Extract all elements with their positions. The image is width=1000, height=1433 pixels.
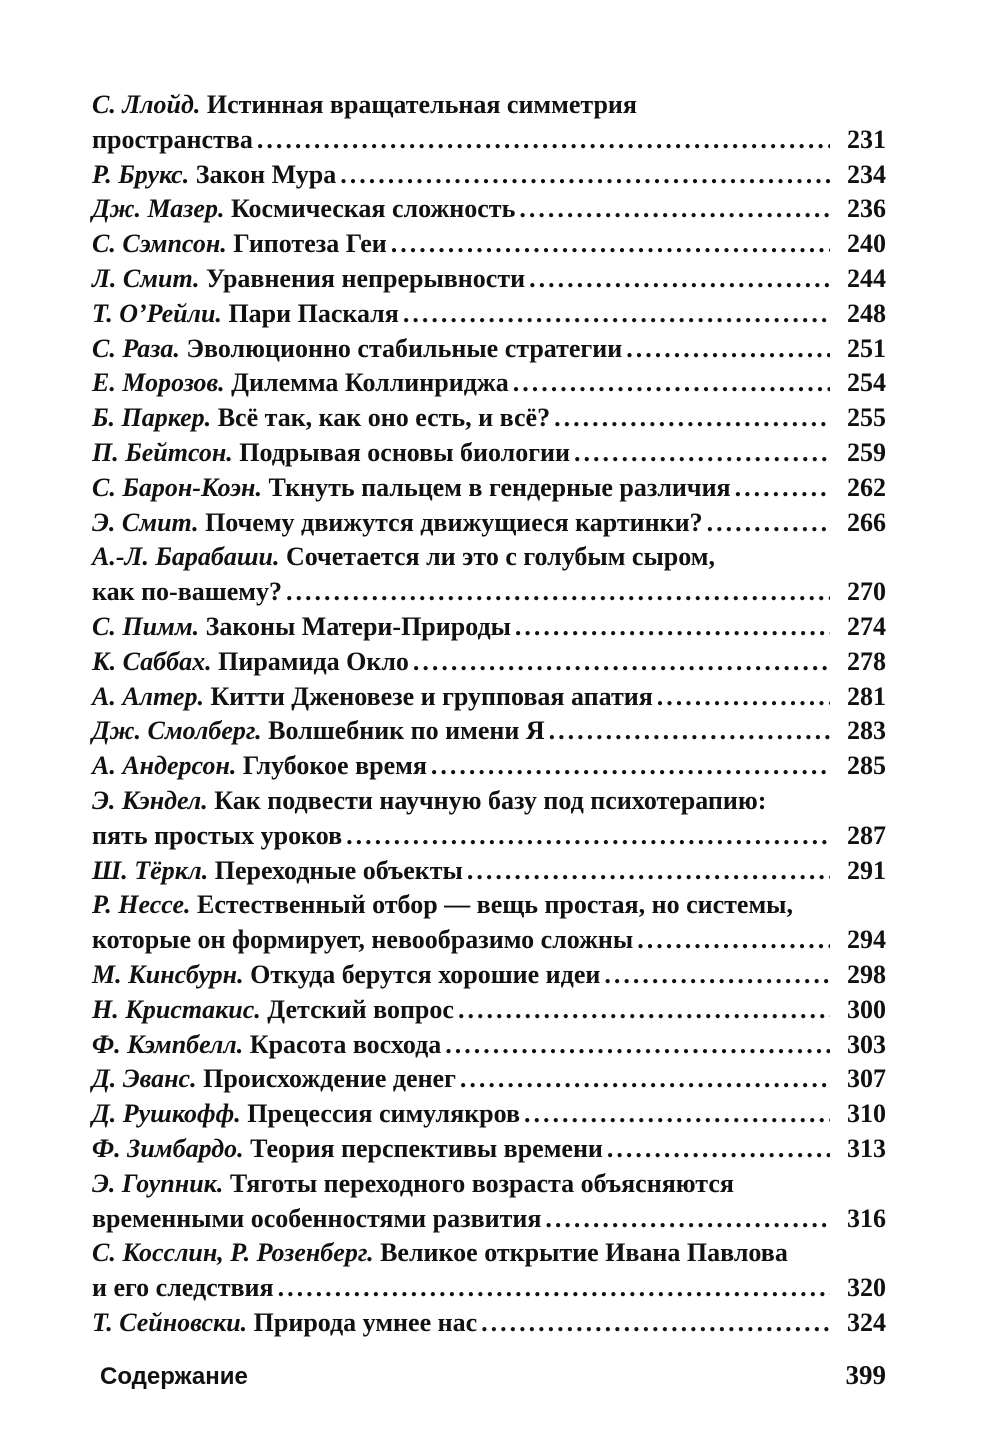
toc-title: Естественный отбор — вещь простая, но системы, — [196, 890, 793, 920]
toc-page-number: 240 — [847, 229, 886, 259]
toc-entry — [92, 540, 886, 610]
dot-leader — [549, 714, 830, 749]
toc-entry — [92, 888, 886, 958]
dot-leader — [529, 262, 830, 297]
dot-leader — [467, 854, 830, 889]
toc-entry — [92, 854, 886, 889]
dot-leader — [346, 819, 830, 854]
toc-title: Происхождение денег — [203, 1064, 456, 1094]
toc-page-number: 310 — [847, 1099, 886, 1129]
toc-title: Китти Дженовезе и групповая апатия — [210, 681, 653, 711]
toc-author: Р. Брукс. — [92, 159, 190, 189]
dot-leader — [391, 227, 830, 262]
toc-title-continued: которые он формирует, невообразимо сложны — [92, 925, 634, 955]
toc-title: Гипотеза Геи — [233, 229, 387, 259]
toc-title: Космическая сложность — [230, 194, 516, 224]
toc-author: Н. Кристакис. — [92, 994, 261, 1024]
toc-entry — [92, 1062, 886, 1097]
toc-title-continued: временными особенностями развития — [92, 1203, 542, 1233]
toc-entry — [92, 958, 886, 993]
toc-title: Глубокое время — [242, 751, 427, 781]
toc-entry — [92, 436, 886, 471]
toc-page-number: 278 — [847, 646, 886, 676]
toc-entry — [92, 1306, 886, 1341]
toc-entry — [92, 297, 886, 332]
toc-author: Э. Кэндел. — [92, 785, 208, 815]
toc-entry — [92, 993, 886, 1028]
dot-leader — [403, 297, 830, 332]
toc-title-continued: пять простых уроков — [92, 820, 343, 850]
dot-leader — [574, 436, 830, 471]
toc-page-number: 287 — [847, 820, 886, 850]
toc-page-number: 270 — [847, 577, 886, 607]
toc-title-continued: и его следствия — [92, 1273, 274, 1303]
toc-entry — [92, 645, 886, 680]
toc-entry — [92, 1236, 886, 1306]
toc-author: С. Барон-Коэн. — [92, 472, 262, 502]
toc-page-number: 307 — [847, 1064, 886, 1094]
toc-page-number: 254 — [847, 368, 886, 398]
dot-leader — [257, 123, 830, 158]
toc-author: Т. Сейновски. — [92, 1307, 248, 1337]
toc-title: Откуда берутся хорошие идеи — [250, 959, 601, 989]
dot-leader — [707, 506, 830, 541]
toc-page-number: 262 — [847, 472, 886, 502]
toc-title: Великое открытие Ивана Павлова — [380, 1238, 788, 1268]
toc-title: Тяготы переходного возраста объясняются — [229, 1168, 734, 1198]
dot-leader — [460, 1062, 830, 1097]
toc-author: Ф. Кэмпбелл. — [92, 1029, 244, 1059]
toc-entry — [92, 1028, 886, 1063]
toc-title: Детский вопрос — [267, 994, 454, 1024]
toc-title: Переходные объекты — [214, 855, 463, 885]
toc-title: Теория перспективы времени — [250, 1133, 603, 1163]
dot-leader — [519, 192, 830, 227]
toc-entry — [92, 610, 886, 645]
toc-page-number: 283 — [847, 716, 886, 746]
toc-author: Д. Рушкофф. — [92, 1099, 241, 1129]
toc-author: Ш. Тёркл. — [92, 855, 209, 885]
toc-title: Пари Паскаля — [228, 298, 399, 328]
toc-author: С. Ллойд. — [92, 90, 201, 119]
toc-entry — [92, 749, 886, 784]
toc-page-number: 255 — [847, 403, 886, 433]
toc-page-number: 313 — [847, 1133, 886, 1163]
toc-author: К. Саббах. — [92, 646, 212, 676]
toc-author: Т. О’Рейли. — [92, 298, 222, 328]
running-footer-label: Содержание — [100, 1363, 248, 1390]
toc-page-number: 285 — [847, 751, 886, 781]
toc-entry — [92, 158, 886, 193]
toc-title: Истинная вращательная симметрия — [206, 90, 637, 119]
dot-leader — [554, 401, 830, 436]
toc-author: Э. Смит. — [92, 507, 199, 537]
toc-author: С. Косслин, Р. Розенберг. — [92, 1238, 374, 1268]
toc-title: Волшебник по имени Я — [268, 716, 545, 746]
toc-title: Как подвести научную базу под психотерапию: — [214, 785, 767, 815]
toc-title: Закон Мура — [195, 159, 337, 189]
dot-leader — [637, 923, 830, 958]
page-footer — [100, 1360, 886, 1391]
toc-page-number: 291 — [847, 855, 886, 885]
toc-page-number: 300 — [847, 994, 886, 1024]
toc-author: Дж. Мазер. — [92, 194, 225, 224]
toc-author: Э. Гоупник. — [92, 1168, 224, 1198]
toc-page-number: 251 — [847, 333, 886, 363]
toc-title: Законы Матери-Природы — [205, 611, 511, 641]
toc-author: А. Алтер. — [92, 681, 204, 711]
toc-page-number: 266 — [847, 507, 886, 537]
toc-title: Прецессия симулякров — [247, 1099, 521, 1129]
dot-leader — [513, 366, 830, 401]
toc-title: Почему движутся движущиеся картинки? — [205, 507, 703, 537]
toc-entry — [92, 1167, 886, 1237]
toc-author: Л. Смит. — [92, 263, 200, 293]
toc-page-number: 316 — [847, 1203, 886, 1233]
toc-author: С. Пимм. — [92, 611, 200, 641]
dot-leader — [515, 610, 830, 645]
toc-entry — [92, 192, 886, 227]
toc-author: Б. Паркер. — [92, 403, 212, 433]
toc-title: Дилемма Коллинриджа — [231, 368, 509, 398]
toc-page-number: 324 — [847, 1307, 886, 1337]
dot-leader — [524, 1097, 830, 1132]
toc-page-number: 320 — [847, 1273, 886, 1303]
toc-entry — [92, 332, 886, 367]
toc-title: Природа умнее нас — [253, 1307, 478, 1337]
toc-page-number: 234 — [847, 159, 886, 189]
toc-page-number: 259 — [847, 437, 886, 467]
toc-entry — [92, 88, 886, 158]
dot-leader — [278, 1271, 830, 1306]
dot-leader — [458, 993, 830, 1028]
toc-entry — [92, 366, 886, 401]
dot-leader — [413, 645, 830, 680]
toc-entry — [92, 714, 886, 749]
toc-author: Д. Эванс. — [92, 1064, 197, 1094]
toc-entry — [92, 680, 886, 715]
toc-page-number: 294 — [847, 925, 886, 955]
toc-page-number: 274 — [847, 611, 886, 641]
toc-title: Уравнения непрерывности — [206, 263, 526, 293]
dot-leader — [735, 471, 830, 506]
dot-leader — [481, 1306, 830, 1341]
toc-entry — [92, 262, 886, 297]
toc-title-continued: пространства — [92, 124, 253, 154]
toc-title: Пирамида Окло — [218, 646, 409, 676]
toc-entry — [92, 1132, 886, 1167]
toc-title-continued: как по-вашему? — [92, 577, 282, 607]
dot-leader — [286, 575, 830, 610]
toc-author: С. Сэмпсон. — [92, 229, 227, 259]
dot-leader — [545, 1202, 830, 1237]
dot-leader — [626, 332, 830, 367]
toc-entry — [92, 401, 886, 436]
toc-page-number: 303 — [847, 1029, 886, 1059]
toc-title: Ткнуть пальцем в гендерные различия — [268, 472, 731, 502]
toc-author: А.-Л. Барабаши. — [92, 542, 280, 572]
toc-author: Ф. Зимбардо. — [92, 1133, 244, 1163]
toc-title: Красота восхода — [249, 1029, 442, 1059]
dot-leader — [431, 749, 830, 784]
toc-author: Дж. Смолберг. — [92, 716, 262, 746]
toc-page-number: 281 — [847, 681, 886, 711]
toc-author: Е. Морозов. — [92, 368, 225, 398]
toc-author: Р. Нессе. — [92, 890, 191, 920]
dot-leader — [657, 680, 830, 715]
toc-author: М. Кинсбурн. — [92, 959, 244, 989]
toc-page-number: 248 — [847, 298, 886, 328]
dot-leader — [445, 1028, 830, 1063]
toc-author: П. Бейтсон. — [92, 437, 233, 467]
toc-page-number: 236 — [847, 194, 886, 224]
toc-entry — [92, 784, 886, 854]
toc-author: С. Раза. — [92, 333, 180, 363]
folio-page-number: 399 — [845, 1360, 886, 1390]
toc-entry — [92, 471, 886, 506]
toc-entry — [92, 506, 886, 541]
toc-title: Эволюционно стабильные стратегии — [186, 333, 623, 363]
toc-page-number: 244 — [847, 263, 886, 293]
dot-leader — [604, 958, 830, 993]
table-of-contents — [92, 88, 886, 1341]
toc-title: Сочетается ли это с голубым сыром, — [285, 542, 715, 572]
dot-leader — [607, 1132, 830, 1167]
toc-page-number: 298 — [847, 959, 886, 989]
toc-title: Всё так, как оно есть, и всё? — [217, 403, 551, 433]
toc-entry — [92, 1097, 886, 1132]
toc-author: А. Андерсон. — [92, 751, 237, 781]
toc-page-number: 231 — [847, 124, 886, 154]
toc-title: Подрывая основы биологии — [239, 437, 570, 467]
toc-entry — [92, 227, 886, 262]
dot-leader — [340, 158, 830, 193]
